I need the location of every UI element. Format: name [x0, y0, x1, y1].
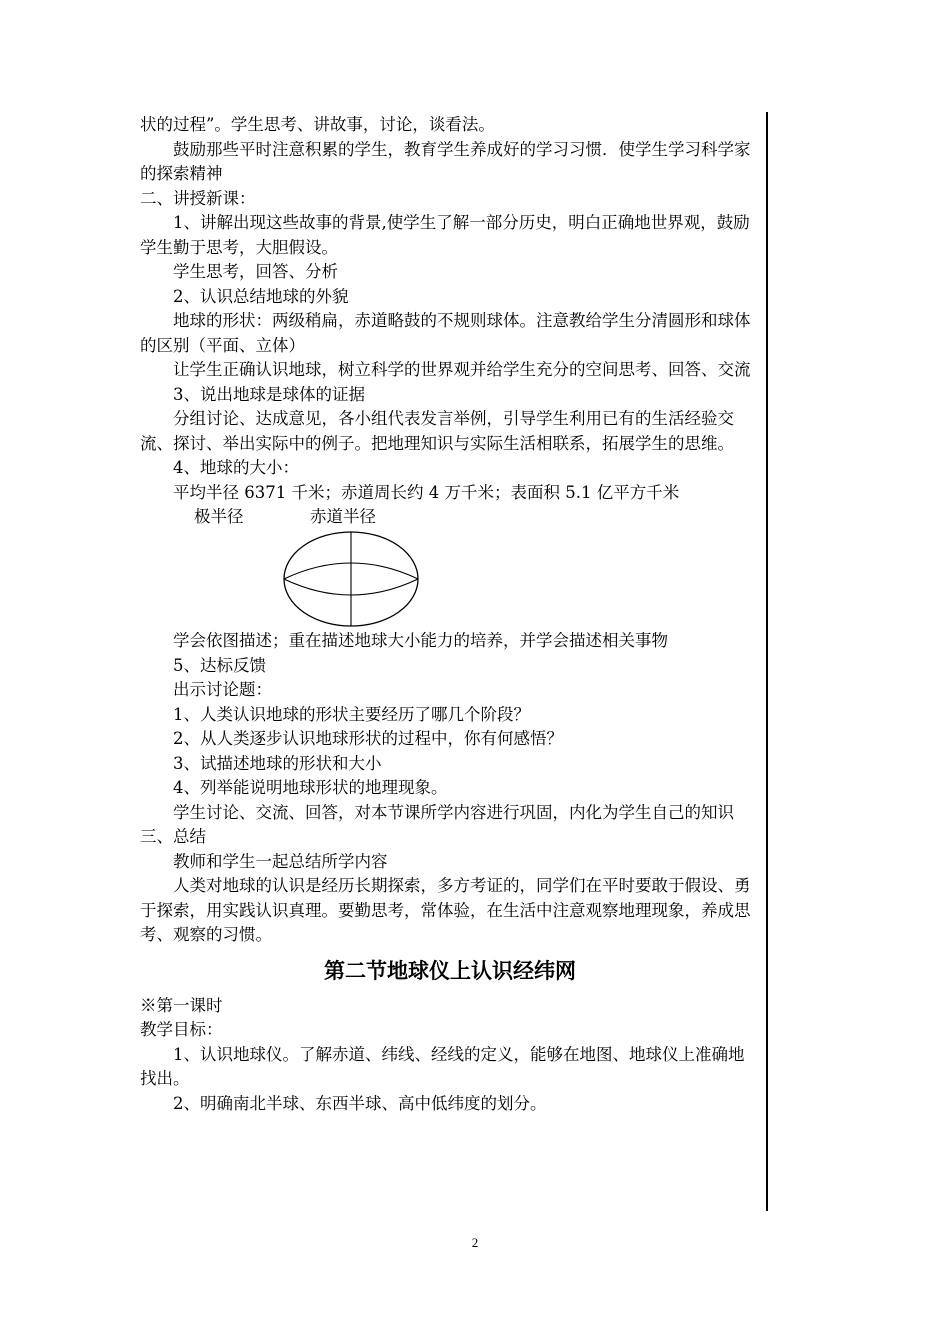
- paragraph: 学会依图描述；重在描述地球大小能力的培养，并学会描述相关事物: [173, 631, 668, 650]
- paragraph: 2、从人类逐步认识地球形状的过程中，你有何感悟？: [173, 729, 563, 748]
- section-title: 二、讲授新课：: [140, 188, 256, 208]
- paragraph: 2、明确南北半球、东西半球、高中低纬度的划分。: [173, 1093, 547, 1113]
- paragraph: 教师和学生一起总结所学内容: [173, 851, 388, 871]
- paragraph: 出示讨论题：: [173, 680, 272, 699]
- paragraph: 学生讨论、交流、回答，对本节课所学内容进行巩固，内化为学生自己的知识: [173, 802, 734, 822]
- paragraph: 3、说出地球是球体的证据: [173, 384, 365, 404]
- right-margin-rule: [766, 112, 768, 1211]
- section-heading: 第二节地球仪上认识经纬网: [324, 958, 576, 983]
- paragraph: 5、达标反馈: [173, 655, 266, 675]
- paragraph: 平均半径 6371 千米；赤道周长约 4 万千米；表面积 5.1 亿平方千米: [173, 482, 680, 502]
- paragraph: 2、认识总结地球的外貌: [173, 286, 349, 306]
- paragraph: ※第一课时: [140, 995, 223, 1015]
- paragraph: 4、列举能说明地球形状的地理现象。: [173, 778, 448, 797]
- paragraph: 地球的形状：两级稍扁，赤道略鼓的不规则球体。注意教给学生分清圆形和球体的区别（平面、立体）: [140, 311, 751, 355]
- paragraph: 鼓励那些平时注意积累的学生，教育学生养成好的学习习惯．使学生学习科学家的探索精神: [140, 139, 751, 183]
- document-body: [140, 113, 760, 1116]
- page-number: 2: [471, 1235, 479, 1250]
- paragraph: 教学目标：: [140, 1020, 223, 1039]
- paragraph: 1、认识地球仪。了解赤道、纬线、经线的定义，能够在地图、地球仪上准确地找出。: [140, 1044, 745, 1088]
- paragraph: 3、试描述地球的形状和大小: [173, 753, 382, 773]
- paragraph: 学生思考，回答、分析: [173, 262, 338, 281]
- paragraph: 状的过程”。学生思考、讲故事，讨论，谈看法。: [140, 115, 495, 134]
- paragraph: 4、地球的大小：: [173, 458, 299, 477]
- paragraph: 分组讨论、达成意见，各小组代表发言举例，引导学生利用已有的生活经验交流、探讨、举出实际中的例子。把地理知识与实际生活相联系，拓展学生的思维。: [140, 409, 734, 453]
- earth-diagram: [281, 529, 421, 629]
- paragraph: 1、人类认识地球的形状主要经历了哪几个阶段？: [173, 704, 530, 724]
- polar-radius-label: 极半径: [194, 507, 244, 526]
- section-title: 三、总结: [140, 827, 206, 846]
- diagram-labels: [140, 505, 760, 529]
- equatorial-radius-label: 赤道半径: [310, 507, 376, 526]
- paragraph: 1、讲解出现这些故事的背景,使学生了解一部分历史，明白正确地世界观，鼓励学生勤于思考，大胆假设。: [140, 213, 750, 257]
- paragraph: 让学生正确认识地球，树立科学的世界观并给学生充分的空间思考、回答、交流: [173, 360, 751, 379]
- paragraph: 人类对地球的认识是经历长期探索，多方考证的，同学们在平时要敢于假设、勇于探索，用实践认识真理。要勤思考，常体验，在生活中注意观察地理现象，养成思考、观察的习惯。: [140, 876, 751, 944]
